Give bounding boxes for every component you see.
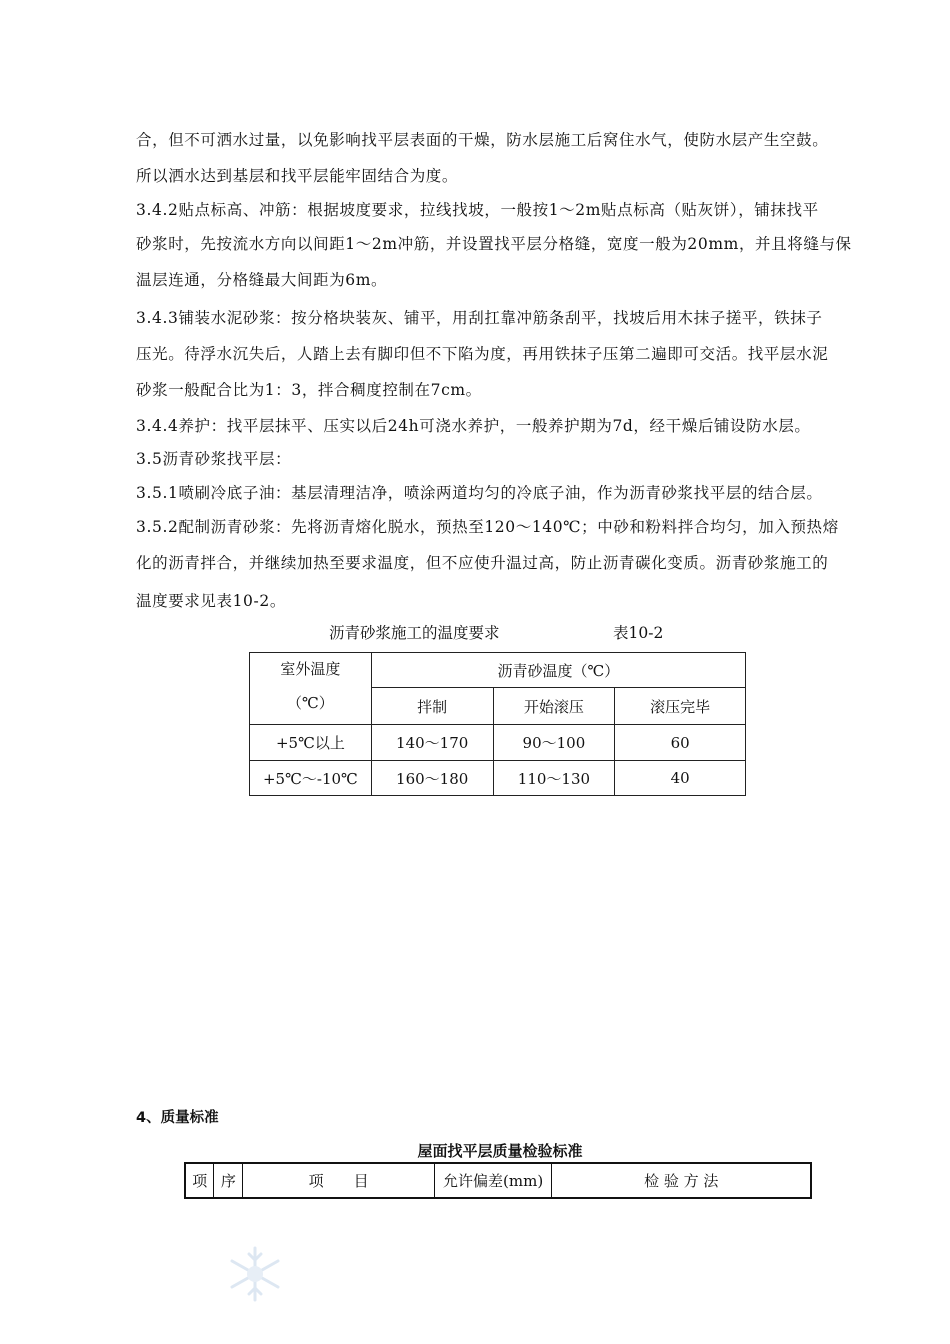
table2-title: 屋面找平层质量检验标准 (417, 1142, 583, 1160)
paragraph-line: 3.5沥青砂浆找平层： (136, 450, 292, 468)
header-tolerance: 允许偏差(mm) (434, 1163, 552, 1198)
header-method: 检 验 方 法 (552, 1163, 811, 1198)
paragraph-line: 温层连通，分格缝最大间距为6m。 (136, 271, 388, 289)
start-rolling-header: 开始滚压 (493, 688, 615, 725)
paragraph-line: 压光。待浮水沉失后，人踏上去有脚印但不下陷为度，再用铁抹子压第二遍即可交活。找平层水泥 (136, 345, 829, 363)
outdoor-temp-unit: （℃） (287, 694, 334, 712)
header-project: 项 目 (243, 1163, 434, 1198)
paragraph-line: 3.5.1喷刷冷底子油：基层清理洁净，喷涂两道均匀的冷底子油，作为沥青砂浆找平层的结合层。 (136, 484, 823, 502)
cell-mix: 160～180 (371, 761, 493, 796)
outdoor-temp-label: 室外温度 (280, 660, 341, 678)
snowflake-icon (219, 1244, 291, 1304)
table-header-row (250, 653, 746, 688)
mix-header: 拌制 (371, 688, 493, 725)
header-item: 项 (185, 1163, 214, 1198)
table-row (250, 725, 746, 761)
cell-mix: 140～170 (371, 725, 493, 761)
table-header-row (185, 1163, 811, 1198)
section-heading: 4、质量标准 (136, 1110, 219, 1126)
table-row (250, 761, 746, 796)
outdoor-temp-header (250, 653, 372, 725)
cell-end: 60 (615, 725, 746, 761)
asphalt-temp-group-header: 沥青砂温度（℃） (371, 653, 745, 688)
paragraph-line: 砂浆一般配合比为1：3，拌合稠度控制在7cm。 (136, 381, 482, 399)
paragraph-line: 合，但不可洒水过量，以免影响找平层表面的干燥，防水层施工后窝住水气，使防水层产生空鼓。 (136, 131, 829, 149)
cell-outdoor: +5℃以上 (250, 725, 372, 761)
paragraph-line: 所以洒水达到基层和找平层能牢固结合为度。 (136, 167, 459, 185)
cell-end: 40 (615, 761, 746, 796)
paragraph-line: 砂浆时，先按流水方向以间距1～2m冲筋，并设置找平层分格缝，宽度一般为20mm，并且将缝与保 (136, 235, 852, 253)
temperature-table (249, 652, 746, 796)
cell-outdoor: +5℃～-10℃ (250, 761, 372, 796)
paragraph-line: 化的沥青拌合，并继续加热至要求温度，但不应使升温过高，防止沥青碳化变质。沥青砂浆施工的 (136, 554, 829, 572)
cell-start: 110～130 (493, 761, 615, 796)
paragraph-line: 3.4.2贴点标高、冲筋：根据坡度要求，拉线找坡，一般按1～2m贴点标高（贴灰饼），铺抹找平 (136, 201, 819, 219)
quality-standard-table (184, 1162, 812, 1199)
paragraph-line: 3.4.4养护：找平层抹平、压实以后24h可浇水养护，一般养护期为7d，经干燥后铺设防水层。 (136, 417, 811, 435)
table1-number: 表10-2 (613, 624, 664, 642)
table1-title: 沥青砂浆施工的温度要求 (329, 624, 500, 642)
cell-start: 90～100 (493, 725, 615, 761)
paragraph-line: 温度要求见表10-2。 (136, 592, 286, 610)
finish-rolling-header: 滚压完毕 (615, 688, 746, 725)
paragraph-line: 3.5.2配制沥青砂浆：先将沥青熔化脱水，预热至120～140℃；中砂和粉料拌合均匀，加入预热熔 (136, 518, 839, 536)
paragraph-line: 3.4.3铺装水泥砂浆：按分格块装灰、铺平，用刮扛靠冲筋条刮平，找坡后用木抹子搓平，铁抹子 (136, 309, 823, 327)
header-seq: 序 (214, 1163, 243, 1198)
